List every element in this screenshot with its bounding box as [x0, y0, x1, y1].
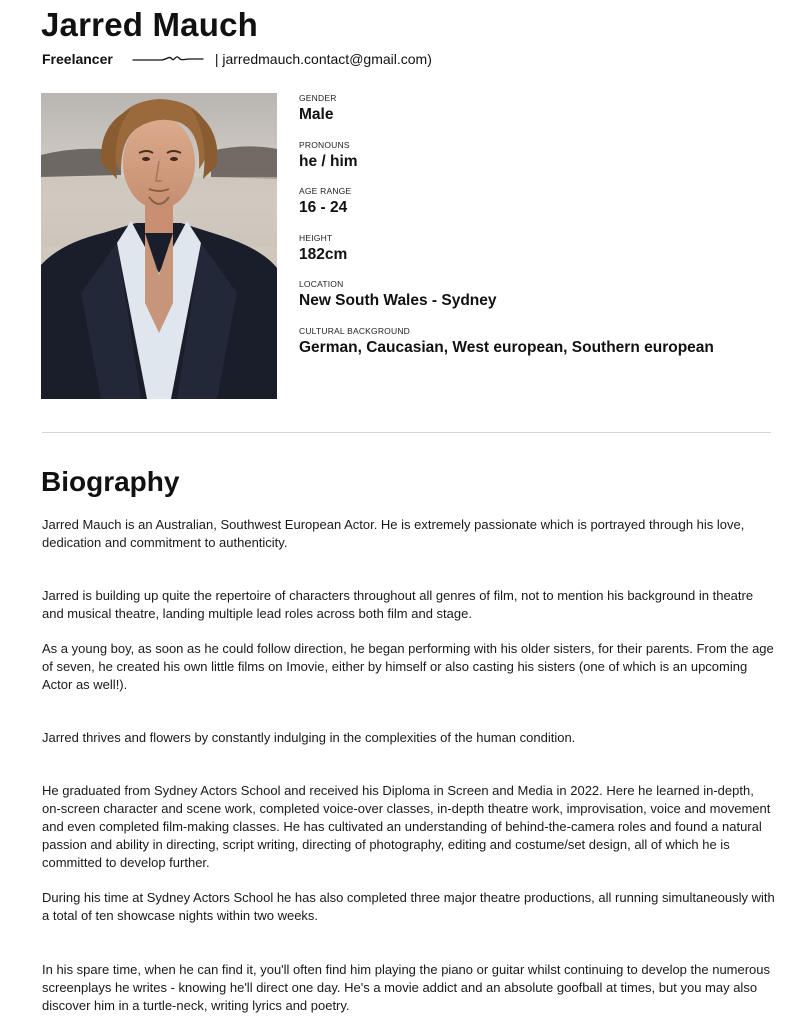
detail-value: 182cm — [299, 245, 348, 263]
detail-gender — [299, 92, 779, 139]
role-mark: r — [107, 51, 113, 67]
signature-scribble — [131, 52, 205, 66]
bio-paragraph: In his spare time, when he can find it, you'll often find him playing the piano or guitar whilst continuing to develop the numerous screenplays he writes - knowing he'll direct one day. He's a movie addict and an absolute goofball at times, but you may also discover him in a turtle-neck, writing lyrics and poetry. — [42, 962, 771, 1013]
details-list — [299, 92, 779, 371]
detail-value: Male — [299, 106, 334, 123]
section-divider — [42, 432, 771, 433]
bio-paragraph: As a young boy, as soon as he could follow direction, he began performing with his older sisters, for their parents. From the age of seven, he created his own little films on Imovie, either by himself or also casting his sisters (one of which is an upcoming Actor as well!). — [42, 641, 774, 692]
bio-paragraph: He graduated from Sydney Actors School and received his Diploma in Screen and Media in 2022. Here he learned in-depth, on-screen character and scene work, completed voice-over classes, in-depth theatre work, improvisation, voice and movement and even completed film-making classes. He has cultivated an understanding of behind-the-camera roles and found a natural passion and ability in directing, script writing, directing of photography, editing and costume/set design, all of which he is committed to develop further. — [42, 783, 771, 870]
detail-value: German, Caucasian, West european, Southern european — [299, 338, 714, 356]
detail-value: he / him — [299, 152, 358, 170]
detail-height — [299, 232, 779, 279]
detail-label: GENDER — [299, 93, 337, 103]
subline — [42, 50, 432, 68]
bio-paragraph: During his time at Sydney Actors School he has also completed three major theatre productions, all running simultaneously with a total of ten showcase nights within two weeks. — [42, 890, 775, 923]
detail-label: HEIGHT — [299, 232, 333, 243]
detail-label: AGE RANGE — [299, 186, 352, 196]
headshot-photo — [41, 93, 277, 399]
detail-label: PRONOUNS — [299, 139, 350, 150]
bio-paragraph: Jarred is building up quite the repertoire of characters throughout all genres of film, not to mention his background in theatre and musical theatre, landing multiple lead roles across both film and stage. — [42, 588, 754, 621]
detail-age-range — [299, 185, 779, 232]
detail-location — [299, 278, 779, 325]
email-line: | jarredmauch.contact@gmail.com) — [214, 51, 432, 67]
detail-label: LOCATION — [299, 279, 344, 289]
detail-cultural-background — [299, 325, 779, 372]
detail-pronouns — [299, 139, 779, 186]
actor-name: Jarred Mauch — [41, 6, 258, 43]
bio-paragraph: Jarred thrives and flowers by constantly indulging in the complexities of the human condition. — [42, 730, 576, 745]
detail-value: New South Wales - Sydney — [299, 292, 497, 309]
biography-title: Biography — [41, 466, 180, 497]
headshot-illustration — [41, 93, 277, 399]
detail-value: 16 - 24 — [299, 199, 348, 216]
detail-label: CULTURAL BACKGROUND — [299, 325, 411, 336]
role-label: Freelance — [42, 51, 108, 67]
bio-paragraph: Jarred Mauch is an Australian, Southwest European Actor. He is extremely passionate which is portrayed through his love, dedication and commitment to authenticity. — [42, 517, 745, 550]
